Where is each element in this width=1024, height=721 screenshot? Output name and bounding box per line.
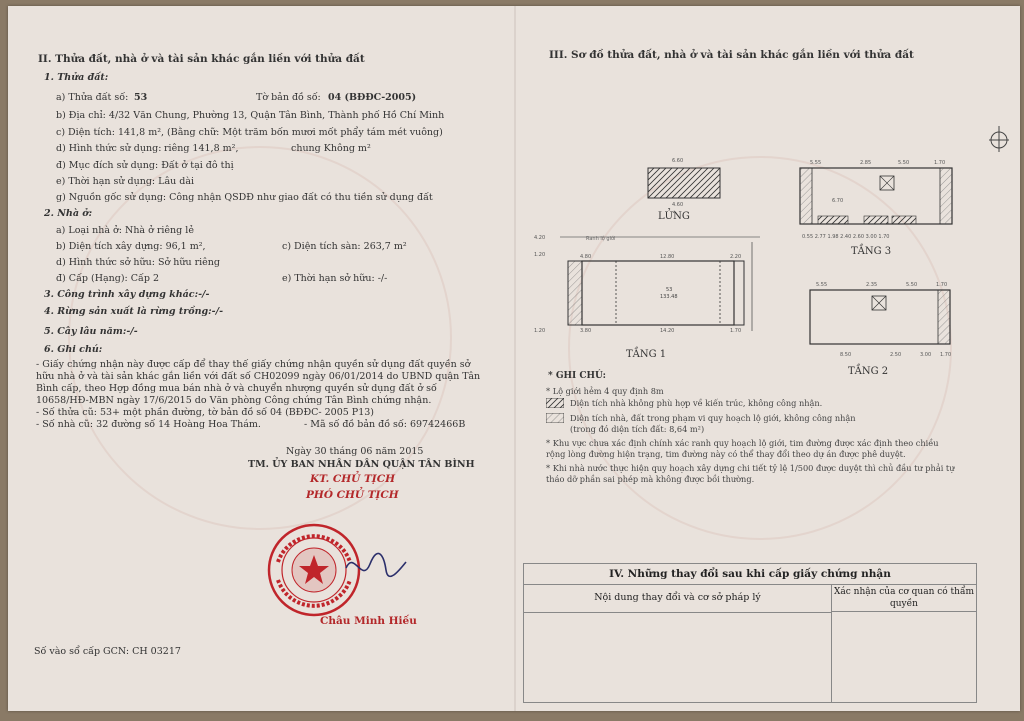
svg-text:3.00: 3.00: [920, 352, 932, 358]
third-floor-plan: [800, 168, 952, 224]
legend-item: * Khi nhà nước thực hiện quy hoạch xây dựng chi tiết tỷ lệ 1/500 được duyệt thì chủ đầu tư phải tự: [546, 463, 955, 473]
floor-area: c) Diện tích sàn: 263,7 m²: [282, 241, 407, 252]
svg-text:2.85: 2.85: [860, 160, 872, 166]
svg-text:1.70: 1.70: [730, 328, 742, 334]
svg-text:5.55: 5.55: [816, 282, 828, 288]
legend-item: * Lộ giới hẻm 4 quy định 8m: [546, 386, 664, 396]
land-origin: g) Nguồn gốc sử dụng: Công nhận QSDĐ như giao đất có thu tiền sử dụng đất: [56, 192, 433, 203]
notes-heading: 6. Ghi chú:: [44, 344, 103, 355]
svg-text:2.50: 2.50: [890, 352, 902, 358]
second-floor-plan: [810, 290, 950, 344]
map-sheet-value: 04 (BĐĐC-2005): [328, 92, 417, 103]
note-line: hữu nhà ở và tài sản khác gắn liền với đất số CH02099 ngày 06/01/2014 do UBND quận Tân: [36, 371, 481, 382]
signer-name: Châu Minh Hiếu: [320, 615, 417, 627]
note-line: - Số nhà cũ: 32 đường số 14 Hoàng Hoa Thám.: [36, 419, 261, 430]
fold-line: [514, 6, 516, 711]
mezzanine-label: LỬNG: [658, 211, 690, 222]
note-line: 10658/HĐ-MBN ngày 17/6/2015 do Văn phòng Công chứng Tân Bình chứng nhận.: [36, 395, 432, 406]
legend-item: tháo dỡ phần sai phép mà không được bồi thường.: [546, 474, 755, 484]
vice-chairman: PHÓ CHỦ TỊCH: [306, 489, 399, 501]
changes-column-authority: Xác nhận của cơ quan có thẩm quyền: [832, 584, 976, 612]
building-area: b) Diện tích xây dựng: 96,1 m²,: [56, 241, 206, 252]
svg-text:14.20: 14.20: [660, 328, 675, 334]
changes-table-title: IV. Những thay đổi sau khi cấp giấy chứng nhận: [524, 564, 976, 585]
legend-item: Diện tích nhà, đất trong phạm vi quy hoạch lộ giới, không công nhận: [570, 413, 856, 423]
map-sheet-label: Tờ bản đồ số:: [256, 92, 321, 103]
svg-text:1.70: 1.70: [936, 282, 948, 288]
land-purpose: đ) Mục đích sử dụng: Đất ở tại đô thị: [56, 160, 234, 171]
production-forest: 4. Rừng sản xuất là rừng trồng:-/-: [44, 306, 224, 317]
perennial-trees: 5. Cây lâu năm:-/-: [44, 326, 138, 337]
svg-text:2.35: 2.35: [866, 282, 878, 288]
second-floor-label: TẦNG 2: [848, 366, 889, 377]
section-2-title: II. Thửa đất, nhà ở và tài sản khác gắn liền với thửa đất: [38, 53, 365, 65]
third-floor-label: TẦNG 3: [851, 246, 892, 257]
road-boundary-label: Ranh lộ giới: [586, 236, 616, 242]
kt-chairman: KT. CHỦ TỊCH: [310, 473, 395, 485]
svg-text:4.20: 4.20: [534, 235, 546, 241]
svg-text:0.55 2.77 1.98 2.40 2.60 3.00: 0.55 2.77 1.98 2.40 2.60 3.00 1.70: [802, 234, 890, 240]
svg-text:5.55: 5.55: [810, 160, 822, 166]
land-heading: 1. Thửa đất:: [44, 72, 109, 83]
signature: [340, 546, 410, 586]
svg-text:1.20: 1.20: [534, 328, 546, 334]
other-structures: 3. Công trình xây dựng khác:-/-: [44, 289, 210, 300]
north-arrow-icon: [986, 124, 1012, 154]
issue-date: Ngày 30 tháng 06 năm 2015: [286, 446, 424, 457]
ownership-form: d) Hình thức sở hữu: Sở hữu riêng: [56, 257, 220, 268]
hatch-swatch-icon: [546, 398, 564, 408]
svg-text:3.80: 3.80: [580, 328, 592, 334]
land-area: c) Diện tích: 141,8 m², (Bằng chữ: Một trăm bốn mươi mốt phẩy tám mét vuông): [56, 127, 443, 138]
address: b) Địa chỉ: 4/32 Văn Chung, Phường 13, Quận Tân Bình, Thành phố Hồ Chí Minh: [56, 110, 445, 121]
lot-number-label: 53: [666, 287, 673, 293]
usage-form-label: d) Hình thức sử dụng:: [56, 143, 162, 154]
legend-title: * GHI CHÚ:: [548, 371, 606, 381]
svg-text:5.50: 5.50: [898, 160, 910, 166]
parcel-label: a) Thửa đất số:: [56, 92, 129, 103]
ground-floor-plan: [582, 261, 734, 325]
legend-item: rộng lòng đường hiện trạng, tim đường này có thể thay đổi theo dự án được phê duyệt.: [546, 449, 906, 459]
gcn-book-number: Số vào sổ cấp GCN: CH 03217: [34, 646, 181, 657]
legend-item: * Khu vực chưa xác định chính xác ranh quy hoạch lộ giới, tim đường được xác định theo chiều: [546, 438, 939, 448]
map-code: - Mã số đồ bản đồ số: 69742466B: [304, 419, 466, 430]
lot-area-label: 133.48: [660, 294, 678, 300]
house-type: a) Loại nhà ở: Nhà ở riêng lẻ: [56, 225, 194, 236]
svg-text:5.50: 5.50: [906, 282, 918, 288]
note-line: - Số thửa cũ: 53+ một phần đường, tờ bản đồ số 04 (BĐĐC- 2005 P13): [36, 407, 374, 418]
svg-text:4.80: 4.80: [580, 254, 592, 260]
house-grade: đ) Cấp (Hạng): Cấp 2: [56, 273, 160, 284]
svg-text:2.20: 2.20: [730, 254, 742, 260]
land-term: e) Thời hạn sử dụng: Lâu dài: [56, 176, 195, 187]
changes-column-content: Nội dung thay đổi và cơ sở pháp lý: [524, 584, 832, 613]
legend-item: (trong đó diện tích đất: 8,64 m²): [570, 424, 705, 434]
diagonal-swatch-icon: [546, 413, 564, 423]
ownership-term: e) Thời hạn sở hữu: -/-: [282, 273, 388, 284]
svg-text:12.80: 12.80: [660, 254, 675, 260]
ground-floor-label: TẦNG 1: [626, 349, 667, 360]
house-heading: 2. Nhà ở:: [44, 208, 93, 219]
legend-item: Diện tích nhà không phù hợp về kiến trúc, không công nhận.: [570, 398, 823, 408]
svg-text:1.20: 1.20: [534, 252, 546, 258]
note-line: Bình cấp, theo Hợp đồng mua bán nhà ở và chuyển nhượng quyền sử dụng đất ở số: [36, 383, 437, 394]
issuing-authority: TM. ỦY BAN NHÂN DÂN QUẬN TÂN BÌNH: [248, 459, 475, 470]
svg-text:6.70: 6.70: [832, 198, 844, 204]
mezzanine-plan: [648, 168, 720, 198]
parcel-number: 53: [134, 92, 148, 103]
usage-shared: chung Không m²: [291, 143, 371, 154]
table-divider: [831, 612, 832, 702]
changes-table: [523, 563, 977, 703]
svg-text:4.60: 4.60: [672, 202, 684, 208]
svg-text:1.70: 1.70: [940, 352, 952, 358]
note-line: - Giấy chứng nhận này được cấp để thay thế giấy chứng nhận quyền sử dụng đất quyền sở: [36, 359, 471, 370]
certificate-sheet: [8, 6, 1020, 711]
floor-plan-diagram: [520, 146, 1000, 386]
svg-text:6.60: 6.60: [672, 158, 684, 164]
svg-text:1.70: 1.70: [934, 160, 946, 166]
usage-private: riêng 141,8 m²,: [164, 143, 239, 154]
section-3-title: III. Sơ đồ thửa đất, nhà ở và tài sản khác gắn liền với thửa đất: [549, 49, 914, 61]
svg-text:8.50: 8.50: [840, 352, 852, 358]
